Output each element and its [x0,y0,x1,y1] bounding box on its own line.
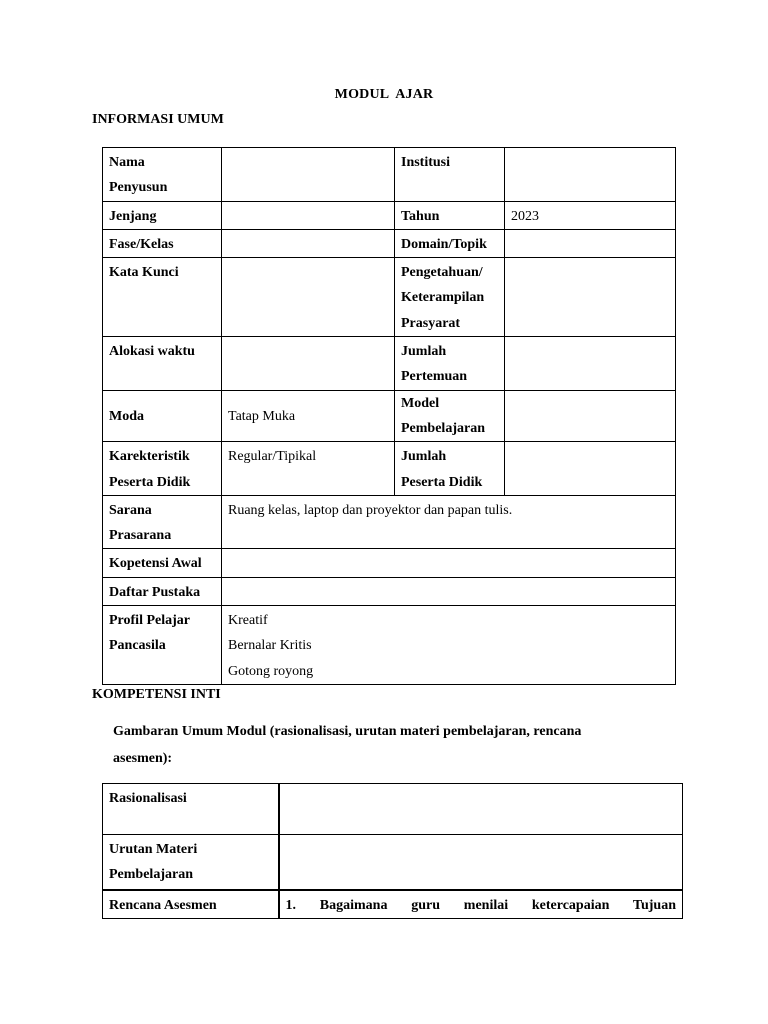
gambaran-umum-paragraph [113,718,683,772]
table-row [103,549,676,577]
table-row [103,495,676,549]
jumlah-pertemuan-value [505,337,676,391]
karakteristik-value: Regular/Tipikal [222,442,395,496]
jenjang-label: Jenjang [103,201,222,229]
alokasi-waktu-value [222,337,395,391]
alokasi-waktu-label: Alokasi waktu [103,337,222,391]
urutan-materi-value [279,835,683,890]
prasyarat-value [505,258,676,337]
table-row [103,148,676,202]
karakteristik-label: Karekteristik Peserta Didik [103,442,222,496]
kompetensi-awal-label: Kopetensi Awal [103,549,222,577]
moda-value: Tatap Muka [222,390,395,442]
table-row [103,835,683,890]
profil-label: Profil Pelajar Pancasila [103,606,222,685]
domain-topik-label: Domain/Topik [395,229,505,257]
table-row [103,577,676,605]
document-title: MODUL AJAR [334,87,434,102]
nama-penyusun-label-text: Nama Penyusun [109,155,168,196]
kompetensi-inti-table [102,783,683,919]
table-row [103,890,683,919]
kata-kunci-label: Kata Kunci [103,258,222,337]
informasi-umum-table [102,147,676,685]
rasionalisasi-label: Rasionalisasi [103,784,279,835]
nama-penyusun-label [103,148,222,202]
table-row [103,258,676,337]
urutan-materi-label: Urutan Materi Pembelajaran [103,835,279,890]
kompetensi-awal-value [222,549,676,577]
daftar-pustaka-value [222,577,676,605]
tahun-label: Tahun [395,201,505,229]
fase-kelas-label: Fase/Kelas [103,229,222,257]
section-heading-kompetensi-inti: KOMPETENSI INTI [92,687,221,702]
jumlah-peserta-value [505,442,676,496]
profil-values [222,606,676,685]
table-row [103,784,683,835]
table-row [103,442,676,496]
profil-value-item: Kreatif [228,613,268,629]
jumlah-pertemuan-label: Jumlah Pertemuan [395,337,505,391]
table-row [103,229,676,257]
institusi-value [505,148,676,202]
nama-penyusun-value [222,148,395,202]
domain-topik-value [505,229,676,257]
table-row [103,390,676,442]
jenjang-value [222,201,395,229]
jumlah-peserta-label: Jumlah Peserta Didik [395,442,505,496]
rencana-asesmen-value [279,890,683,919]
institusi-label: Institusi [395,148,505,202]
sarana-value: Ruang kelas, laptop dan proyektor dan papan tulis. [222,495,676,549]
tahun-value: 2023 [505,201,676,229]
kata-kunci-value [222,258,395,337]
model-pembelajaran-label: Model Pembelajaran [395,390,505,442]
model-pembelajaran-value [505,390,676,442]
rencana-asesmen-label: Rencana Asesmen [103,890,279,919]
sarana-label: Sarana Prasarana [103,495,222,549]
rencana-asesmen-text: 1. Bagaimana guru menilai ketercapaian Tujuan [285,897,676,913]
moda-label: Moda [103,390,222,442]
rasionalisasi-value [279,784,683,835]
daftar-pustaka-label: Daftar Pustaka [103,577,222,605]
profil-value-item: Bernalar Kritis [228,638,312,654]
fase-kelas-value [222,229,395,257]
table-row [103,201,676,229]
prasyarat-label: Pengetahuan/ Keterampilan Prasyarat [395,258,505,337]
table-row [103,606,676,685]
gambaran-line-2: asesmen): [113,751,173,766]
table-row [103,337,676,391]
profil-value-item: Gotong royong [228,663,314,679]
gambaran-line-1: Gambaran Umum Modul (rasionalisasi, urutan materi pembelajaran, rencana [113,724,582,739]
section-heading-informasi-umum: INFORMASI UMUM [92,112,224,127]
